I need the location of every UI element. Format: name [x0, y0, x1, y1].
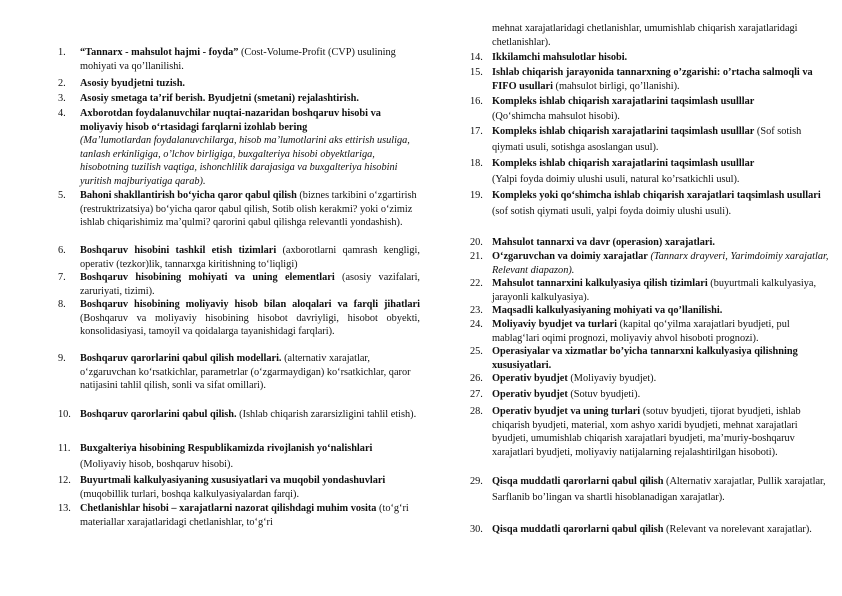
list-item: [58, 352, 420, 393]
list-item: [470, 94, 832, 124]
list-item: [470, 522, 832, 538]
item-number: 20.: [470, 237, 483, 248]
item-title: Mahsulot tannarxini kalkulyasiya qilish tizimlari: [492, 278, 708, 289]
list-item: [470, 124, 832, 156]
item-number: 7.: [58, 272, 66, 283]
item-details: mehnat xarajatlaridagi chetlanishlar, umumishlab chiqarish xarajatlaridagi chetlanishlar).: [492, 23, 798, 48]
list-item: [58, 271, 420, 298]
item-number: 30.: [470, 524, 483, 535]
item-title: Boshqaruv qarorlarini qabul qilish.: [80, 409, 237, 420]
item-number: 18.: [470, 158, 483, 169]
item-title: Asosiy smetaga ta’rif berish. Byudjetni (smetani) rejalashtirish.: [80, 93, 359, 104]
item-details: (asosiy vazifalari, zaruriyati, tizimi).: [80, 272, 420, 297]
item-title: Kompleks ishlab chiqarish xarajatlarini taqsimlash usulllar: [492, 158, 755, 169]
item-title: Kompleks ishlab chiqarish xarajatlarini taqsimlash usulllar: [492, 96, 755, 107]
item-title: Axborotdan foydalanuvchilar nuqtai-nazaridan boshqaruv hisobi va moliyaviy hisob o‘rtasidagi farqlarni izohlab bering: [80, 108, 381, 133]
list-item: [470, 236, 832, 250]
item-details: (kapital qo‘yilma xarajatlari byudjeti, pul mablag‘lari oqimi prognozi, moliyaviy ahvol hisoboti prognozi).: [492, 319, 790, 344]
item-number: 19.: [470, 190, 483, 201]
item-title: Maqsadli kalkulyasiyaning mohiyati va qo’llanilishi.: [492, 305, 723, 316]
list-item: [58, 502, 420, 529]
item-number: 1.: [58, 47, 66, 58]
item-details: (buyurtmali kalkulyasiya, jarayonli kalkulyasiya).: [492, 278, 817, 303]
item-title: Boshqaruv hisobini tashkil etish tizimlari: [80, 245, 277, 256]
item-title: Boshqaruv qarorlarini qabul qilish modellari.: [80, 353, 282, 364]
list-item: [470, 304, 832, 318]
item-details-italic: (Tannarx drayveri, Yarimdoimiy xarajatlar, Relevant diapazon).: [492, 251, 829, 276]
item-title: Operativ byudjet: [492, 373, 568, 384]
list-item-continuation: [470, 22, 832, 49]
item-details: (Alternativ xarajatlar, Pullik xarajatlar, Sarflanib bo’lingan va shartli hisoblanadigan xarajatlar).: [492, 476, 826, 503]
item-details: (axborotlarni qamrash kengligi, operativ (tezkor)lik, tannarxga kiritishning to‘liqligi): [80, 245, 420, 270]
item-details: (Relevant va norelevant xarajatlar).: [663, 524, 812, 535]
item-details: (Sotuv byudjeti).: [567, 389, 641, 400]
item-details: (mahsulot birligi, qo’llanishi).: [552, 80, 680, 92]
item-title: Ishlab chiqarish jarayonida tannarxning o’zgarishi: o’rtacha salmoqli va FIFO usullari: [492, 67, 813, 92]
item-title: Buxgalteriya hisobining Respublikamizda rivojlanish yo‘nalishlari: [80, 443, 373, 454]
item-details: (Boshqaruv va moliyaviy hisobining hisobot davriyligi, hisobot obyekti, konsolidasiyasi, tamoyil va qoidalarga tayanishidagi farqlari).: [80, 312, 420, 337]
list-item: [58, 474, 420, 501]
item-number: 24.: [470, 319, 483, 330]
list-item: [58, 46, 420, 73]
list-item: [470, 474, 832, 506]
item-number: 27.: [470, 389, 483, 400]
item-title: Operasiyalar va xizmatlar bo’yicha tannarxni kalkulyasiya qilishning xususiyatlari.: [492, 346, 798, 371]
item-number: 15.: [470, 67, 483, 78]
list-item: [58, 407, 420, 423]
item-title: Boshqaruv hisobining moliyaviy hisob bilan aloqalari va farqli jihatlari: [80, 299, 420, 310]
item-number: 13.: [58, 503, 71, 514]
item-title: Boshqaruv hisobining mohiyati va uning elementlari: [80, 272, 335, 283]
item-number: 2.: [58, 78, 66, 89]
item-title: Kompleks yoki qo‘shimcha ishlab chiqarish xarajatlari taqsimlash usullari: [492, 190, 821, 201]
item-title: Buyurtmali kalkulyasiyaning xususiyatlari va muqobil yondashuvlari: [80, 475, 386, 486]
list-item: [470, 277, 832, 304]
item-title: O‘zgaruvchan va doimiy xarajatlar: [492, 251, 648, 262]
item-title: Qisqa muddatli qarorlarni qabul qilish: [492, 476, 664, 487]
item-number: 4.: [58, 108, 66, 119]
item-number: 22.: [470, 278, 483, 289]
item-details: (to‘g‘ri materiallar xarajatlaridagi chetlanishlar, to‘g‘ri: [80, 503, 409, 528]
item-title: Operativ byudjet va uning turlari: [492, 406, 641, 417]
item-details: (Cost-Volume-Profit (CVP) usulining mohiyati va qo’llanilishi.: [80, 47, 396, 72]
item-number: 10.: [58, 409, 71, 420]
item-details: (Moliyaviy byudjet).: [567, 373, 657, 384]
item-number: 29.: [470, 476, 483, 487]
item-number: 9.: [58, 353, 66, 364]
item-number: 8.: [58, 299, 66, 310]
item-title: Moliyaviy byudjet va turlari: [492, 319, 617, 330]
item-number: 17.: [470, 126, 483, 137]
item-details: (biznes tarkibini o‘zgartirish (restruktrizatsiya) bo‘yicha qaror qabul qilish, Sotib olish kerakmi? yoki o‘zimiz ishlab chiqarishimiz ma’qulmi? qarorini qabul qilishga relevantli yondashish).: [80, 190, 417, 228]
list-item: [58, 441, 420, 473]
item-title: Ikkilamchi mahsulotlar hisobi.: [492, 52, 628, 63]
list-item: [58, 77, 420, 91]
list-item: [58, 244, 420, 271]
item-title: Qisqa muddatli qarorlarni qabul qilish: [492, 524, 664, 535]
list-item: [470, 51, 832, 65]
list-item: [58, 298, 420, 339]
item-details: (alternativ xarajatlar, o‘zgaruvchan ko‘rsatkichlar, parametrlar (o‘zgarmaydigan) ko‘rsatkichlar, qaror natijasini tahlil qilish, sonli va sifat omillari).: [80, 353, 411, 391]
item-details: (Sof sotish qiymati usuli, sotishga asoslangan usul).: [492, 126, 802, 153]
item-details: (Ishlab chiqarish zararsizligini tahlil etish).: [236, 409, 417, 420]
list-item: [470, 156, 832, 188]
item-title: Bahoni shakllantirish bo‘yicha qaror qabul qilish: [80, 190, 297, 201]
list-item: [470, 188, 832, 220]
list-item: [470, 345, 832, 372]
list-item: [58, 107, 420, 188]
item-number: 6.: [58, 245, 66, 256]
item-number: 11.: [58, 443, 71, 454]
list-item: [470, 66, 832, 93]
item-number: 12.: [58, 475, 71, 486]
item-details: (Yalpi foyda doimiy ulushi usuli, natural ko’rsatkichli usul).: [492, 174, 740, 185]
item-number: 5.: [58, 190, 66, 201]
item-details: (muqobillik turlari, boshqa kalkulyasiyalardan farqi).: [80, 488, 300, 500]
item-title: Mahsulot tannarxi va davr (operasion) xarajatlari.: [492, 237, 715, 248]
list-item: [470, 318, 832, 345]
item-number: 16.: [470, 96, 483, 107]
item-number: 28.: [470, 406, 483, 417]
list-item: [58, 189, 420, 230]
item-number: 21.: [470, 251, 483, 262]
item-number: 14.: [470, 52, 483, 63]
item-title: Chetlanishlar hisobi – xarajatlarni nazorat qilishdagi muhim vosita: [80, 503, 377, 514]
item-number: 25.: [470, 346, 483, 357]
list-item: [58, 92, 420, 106]
item-title: Kompleks ishlab chiqarish xarajatlarini taqsimlash usulllar: [492, 126, 755, 137]
item-details: (sof sotish qiymati usuli, yalpi foyda doimiy ulushi usuli).: [492, 206, 732, 217]
item-number: 23.: [470, 305, 483, 316]
list-item: [470, 372, 832, 386]
item-details: (sotuv byudjeti, tijorat byudjeti, ishlab chiqarish byudjeti, material, xom ashyo xaridi byudjeti, mehnat xarajatlari byudjeti, umumishlab chiqarish xarajatlari byudjeti, ma’muriy-boshqaruv xarajatlari byudjeti, moliyaviy natijalarning rejalashtirilgan hisoboti).: [492, 406, 801, 458]
list-item: [470, 405, 832, 459]
item-title: Asosiy byudjetni tuzish.: [80, 78, 185, 89]
item-details: (Ma’lumotlardan foydalanuvchilarga, hisob ma’lumotlarini aks ettirish usuliga, tanlash erkinligiga, o’lchov birligiga, buxgalteriya hisobi obyektlariga, hisobotning tuzilish vaqtiga, ishonchlilik darajasiga va buxgalteriya hisobini yuritish majburiyatiga qarab).: [80, 135, 410, 187]
item-title: “Tannarx - mahsulot hajmi - foyda”: [80, 47, 239, 58]
list-item: [470, 250, 832, 277]
item-details: (Qo‘shimcha mahsulot hisobi).: [492, 111, 620, 122]
list-item: [470, 388, 832, 402]
item-number: 26.: [470, 373, 483, 384]
item-title: Operativ byudjet: [492, 389, 568, 400]
item-number: 3.: [58, 93, 66, 104]
item-details: (Moliyaviy hisob, boshqaruv hisobi).: [80, 459, 234, 470]
